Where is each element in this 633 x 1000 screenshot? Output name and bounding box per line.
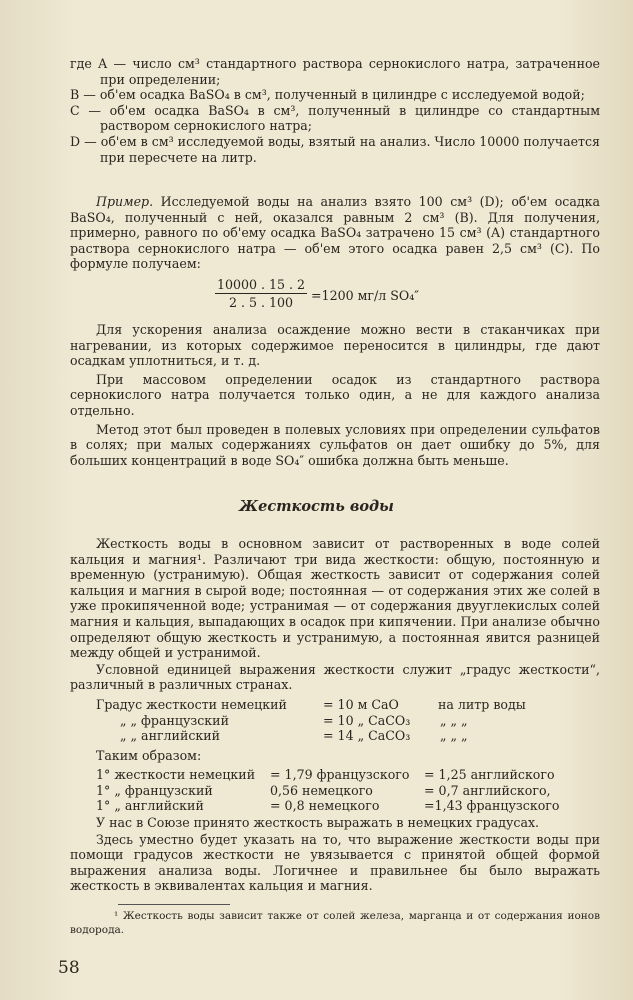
paragraph-equivalents: Здесь уместно будет указать на то, что выражение жесткости воды при помощи градусов жесткости не увязывается с принятой общей формой выражения анализа воды. Логичнее и правильнее бы было выражать жесткость в эквивалентах кальция и магния.	[70, 831, 600, 894]
footnote: ¹ Жесткость воды зависит также от солей железа, марганца и от содержания ионов водорода.	[70, 910, 600, 936]
table-row: 1° жесткости немецкий = 1,79 французского = 1,25 английского	[96, 767, 555, 782]
page-number: 58	[58, 958, 80, 978]
paragraph-unit: Условной единицей выражения жесткости служит „градус жесткости“, различный в различных странах.	[70, 661, 600, 693]
paragraph-soviet-union: У нас в Союзе принято жесткость выражать в немецких градусах.	[96, 815, 540, 830]
paragraphs-top	[70, 322, 600, 468]
equivalence-table	[70, 767, 600, 814]
definition-b: B — об'ем осадка BaSO₄ в см³, полученный в цилиндре с исследуемой водой;	[70, 87, 585, 103]
table-row: 1° „ английский = 0,8 немецкого =1,43 французского	[96, 798, 560, 814]
table-row: 1° „ французский 0,56 немецкого = 0,7 английского,	[96, 782, 551, 798]
formula-fraction	[215, 277, 307, 310]
formula	[215, 277, 475, 317]
definition-c: C — об'ем осадка BaSO₄ в см³, полученный в цилиндре со стандартным раствором сернокислого натра;	[70, 102, 600, 134]
paragraph-acceleration: Для ускорения анализа осаждение можно вести в стаканчиках при нагревании, из которых содержимое переносится в цилиндры, где дают осадкам уплотниться, и т. д.	[70, 322, 600, 369]
formula-result: =1200 мг/л SO₄″	[311, 288, 419, 303]
thus-label-block	[70, 748, 600, 764]
paragraph-mass-determination: При массовом определении осадок из стандартного раствора сернокислого натра получается только один, а не для каждого анализа отдельно.	[70, 371, 600, 418]
table-row: Градус жесткости немецкий = 10 м CaO на литр воды	[96, 697, 526, 712]
paragraphs-bottom	[70, 815, 600, 894]
example-label: Пример.	[96, 194, 154, 209]
degree-table	[70, 697, 600, 744]
paragraph-hardness: Жесткость воды в основном зависит от растворенных в воде солей кальция и магния¹. Различают три вида жесткости: общую, постоянную и временную (устранимую). Общая жесткость зависит от содержания солей кальция и магния в сырой воде; постоянная — от содержания этих же солей в уже прокипяченной воде; устранимая — от содержания двууглекислых солей магния и кальция, выпадающих в осадок при кипячении. При анализе обычно определяют общую жесткость и устранимую, а постоянная явится разницей между общей и устранимой.	[70, 536, 600, 661]
definition-a: где A — число см³ стандартного раствора сернокислого натра, затраченное при определении;	[70, 56, 600, 87]
formula-numerator: 10000 . 15 . 2	[216, 277, 306, 292]
footnote-divider	[118, 904, 230, 905]
definition-d: D — об'ем в см³ исследуемой воды, взятый на анализ. Число 10000 получается при пересчете на литр.	[70, 133, 600, 165]
formula-denominator: 2 . 5 . 100	[228, 295, 294, 310]
section-title: Жесткость воды	[239, 498, 394, 515]
example-text: Исследуемой воды на анализ взято 100 см³ (D); об'ем осадка BaSO₄, полученный с ней, оказался равным 2 см³ (B). Для получения, примерно, равного по об'ему осадка BaSO₄ затрачено 15 см³ (A) стандартного раствора сернокислого натра — об'ем этого осадка равен 2,5 см³ (C). По формуле получаем:	[70, 194, 600, 272]
paragraph-method: Метод этот был проведен в полевых условиях при определении сульфатов в солях; при малых содержаниях сульфатов он дает ошибку до 5%, для больших концентраций в воде SO₄″ ошибка должна быть меньше.	[70, 421, 600, 468]
section-body	[70, 536, 600, 693]
thus-label: Таким образом:	[96, 748, 202, 763]
example-paragraph	[70, 194, 600, 272]
table-row: „ „ французский = 10 „ CaCO₃ „ „ „	[120, 712, 468, 728]
definitions-list	[70, 56, 600, 165]
table-row: „ „ английский = 14 „ CaCO₃ „ „ „	[120, 728, 468, 744]
